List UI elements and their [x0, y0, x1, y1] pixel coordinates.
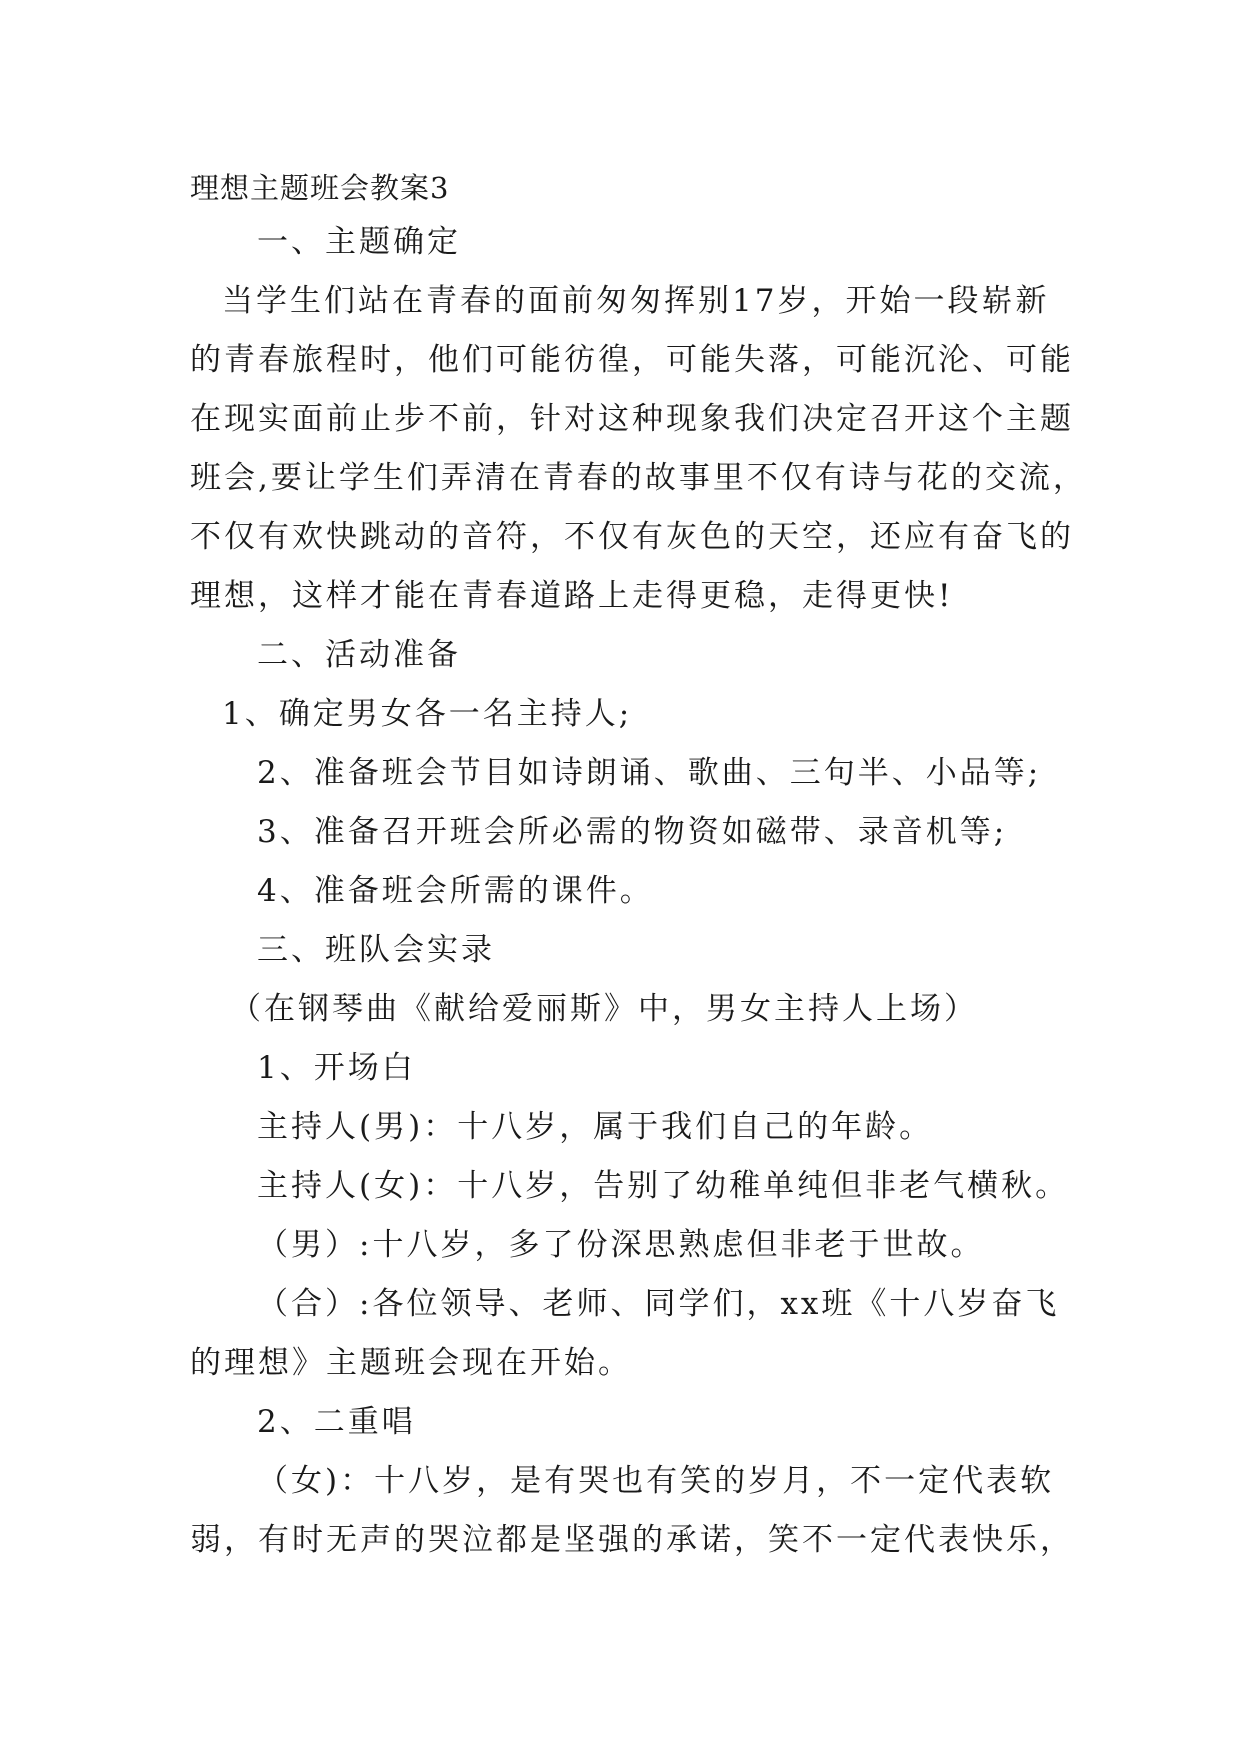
dialogue-line: 主持人(男)：十八岁，属于我们自己的年龄。 — [257, 1109, 934, 1145]
stage-direction: （在钢琴曲《献给爱丽斯》中，男女主持人上场） — [230, 991, 978, 1027]
dialogue-line: （合）:各位领导、老师、同学们，xx班《十八岁奋飞 — [257, 1286, 1060, 1322]
dialogue-line: （女)：十八岁，是有哭也有笑的岁月，不一定代表软 — [257, 1463, 1055, 1499]
dialogue-line: 主持人(女)：十八岁，告别了幼稚单纯但非老气横秋。 — [257, 1168, 1070, 1204]
dialogue-line: 的理想》主题班会现在开始。 — [190, 1345, 632, 1381]
dialogue-line: 弱，有时无声的哭泣都是坚强的承诺，笑不一定代表快乐， — [190, 1522, 1074, 1558]
list-item: 1、确定男女各一名主持人; — [222, 696, 633, 732]
paragraph-line: 的青春旅程时，他们可能彷徨，可能失落，可能沉沦、可能 — [190, 342, 1074, 378]
paragraph-line: 在现实面前止步不前，针对这种现象我们决定召开这个主题 — [190, 401, 1074, 437]
section-heading: 二、活动准备 — [257, 637, 461, 673]
paragraph-line: 不仅有欢快跳动的音符，不仅有灰色的天空，还应有奋飞的 — [190, 519, 1074, 555]
paragraph-line: 理想，这样才能在青春道路上走得更稳，走得更快! — [190, 578, 954, 614]
section-heading: 三、班队会实录 — [257, 932, 495, 968]
list-item: 2、准备班会节目如诗朗诵、歌曲、三句半、小品等; — [257, 755, 1042, 791]
section-heading: 一、主题确定 — [257, 224, 461, 260]
list-item: 4、准备班会所需的课件。 — [257, 873, 654, 909]
subsection-heading: 2、二重唱 — [257, 1404, 416, 1440]
list-item: 3、准备召开班会所必需的物资如磁带、录音机等; — [257, 814, 1008, 850]
document-title: 理想主题班会教案3 — [190, 171, 450, 205]
paragraph-line: 当学生们站在青春的面前匆匆挥别17岁，开始一段崭新 — [222, 283, 1050, 319]
paragraph-line: 班会,要让学生们弄清在青春的故事里不仅有诗与花的交流， — [190, 460, 1087, 496]
dialogue-line: （男）:十八岁，多了份深思熟虑但非老于世故。 — [257, 1227, 985, 1263]
subsection-heading: 1、开场白 — [257, 1050, 416, 1086]
